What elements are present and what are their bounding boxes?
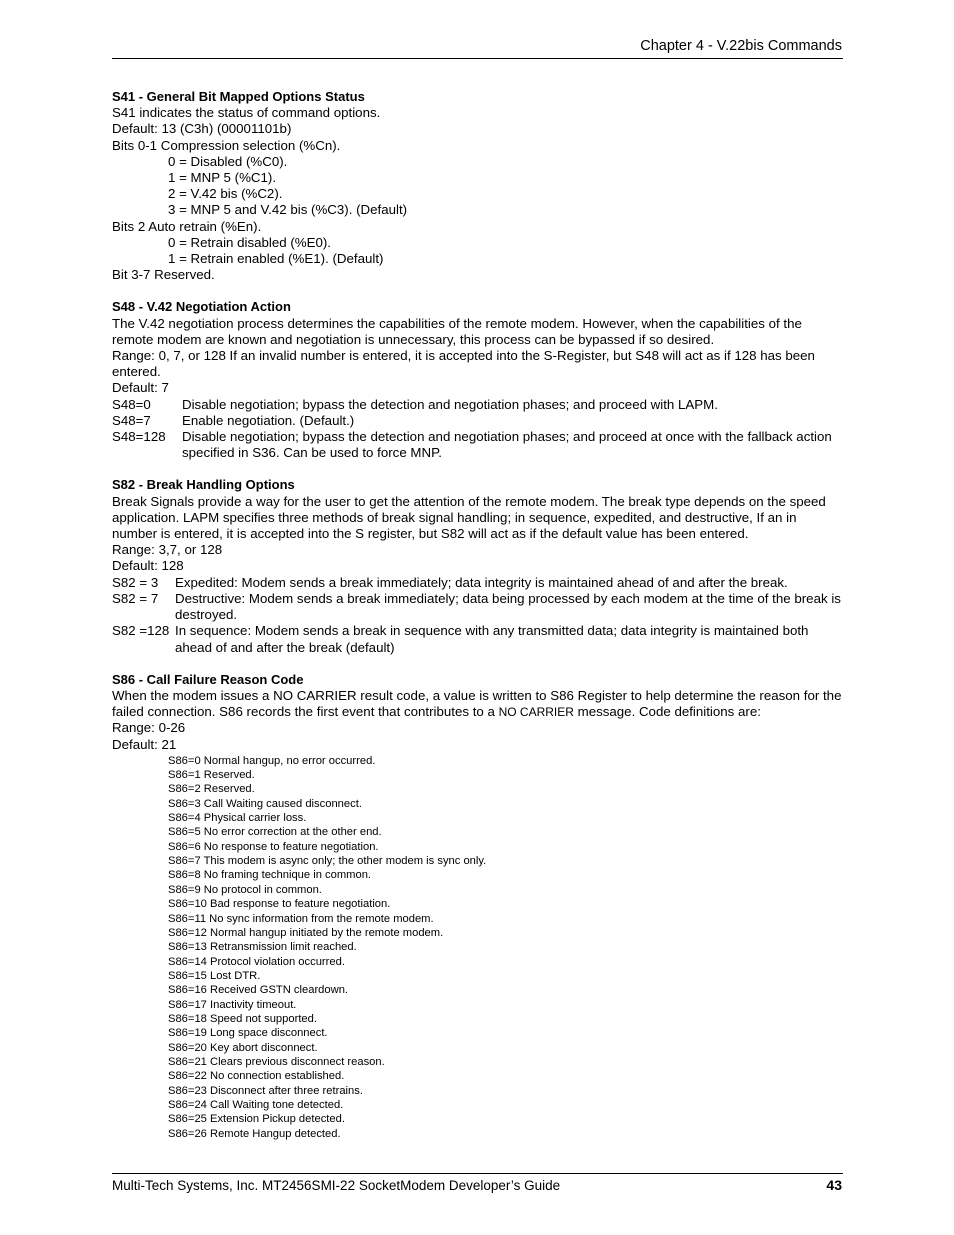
value-desc: Destructive: Modem sends a break immediately; data being processed by each modem at the time of the break is destroyed. [175, 590, 841, 623]
value-desc: Enable negotiation. (Default.) [182, 412, 355, 428]
value-key: S48=7 [112, 412, 151, 428]
code-item: S86=3 Call Waiting caused disconnect. [168, 797, 362, 810]
list-item: 1 = MNP 5 (%C1). [168, 170, 277, 186]
list-item: 2 = V.42 bis (%C2). [168, 186, 283, 202]
intro-text: message. Code definitions are: [573, 704, 761, 720]
section-s41 [112, 89, 843, 283]
value-row [112, 623, 843, 655]
list-item: 3 = MNP 5 and V.42 bis (%C3). (Default) [168, 202, 408, 218]
code-item: S86=21 Clears previous disconnect reason. [168, 1055, 385, 1068]
section-title-s82: S82 - Break Handling Options [112, 477, 295, 493]
default-text: Default: 21 [112, 736, 177, 752]
code-list [168, 754, 843, 1141]
code-item: S86=0 Normal hangup, no error occurred. [168, 754, 376, 767]
page-content [112, 89, 843, 1157]
range-text: Range: 3,7, or 128 [112, 542, 223, 558]
code-item: S86=14 Protocol violation occurred. [168, 955, 345, 968]
paragraph [112, 688, 843, 720]
text-line: Bits 2 Auto retrain (%En). [112, 218, 262, 234]
list-item: 1 = Retrain enabled (%E1). (Default) [168, 251, 384, 267]
value-desc: Expedited: Modem sends a break immediately; data integrity is maintained ahead of and after the break. [175, 574, 788, 590]
value-key: S82 = 3 [112, 574, 159, 590]
code-item: S86=23 Disconnect after three retrains. [168, 1084, 363, 1097]
text-line: Default: 13 (C3h) (00001101b) [112, 121, 292, 137]
value-row [112, 575, 843, 591]
value-key: S82 =128 [112, 623, 170, 639]
value-desc: Disable negotiation; bypass the detection and negotiation phases; and proceed at once with the fallback action specified in S36. Can be used to force MNP. [182, 429, 832, 461]
list-item: 0 = Disabled (%C0). [168, 153, 288, 169]
section-title-s86: S86 - Call Failure Reason Code [112, 671, 304, 687]
code-item: S86=9 No protocol in common. [168, 883, 322, 896]
section-s48 [112, 299, 843, 461]
default-text: Default: 7 [112, 380, 169, 396]
chapter-header: Chapter 4 - V.22bis Commands [640, 38, 842, 54]
code-item: S86=12 Normal hangup initiated by the remote modem. [168, 926, 444, 939]
code-item: S86=6 No response to feature negotiation. [168, 840, 379, 853]
no-carrier-text: NO CARRIER [498, 705, 574, 720]
code-item: S86=19 Long space disconnect. [168, 1027, 328, 1040]
value-row [112, 397, 843, 413]
code-item: S86=24 Call Waiting tone detected. [168, 1098, 344, 1111]
code-item: S86=17 Inactivity timeout. [168, 998, 297, 1011]
section-title-s41: S41 - General Bit Mapped Options Status [112, 89, 365, 104]
code-item: S86=7 This modem is async only; the other modem is sync only. [168, 855, 487, 868]
value-row [112, 591, 843, 623]
paragraph: Break Signals provide a way for the user to get the attention of the remote modem. The break type depends on the speed application. LAPM specifies three methods of break signal handling; in sequence, expedited, and destructive, If an in number is entered, it is accepted into the S register, but S82 will act as if the default value has been entered. [112, 493, 826, 542]
code-item: S86=18 Speed not supported. [168, 1012, 317, 1025]
range-text: Range: 0, 7, or 128 If an invalid number is entered, it is accepted into the S-Register, but S48 will act as if 128 has been entered. [112, 348, 815, 380]
intro-text: When the modem issues a NO CARRIER result code, a value is written to S86 Register to help determine the reason for the failed connection. S86 records the first event that contributes to a [112, 687, 842, 720]
paragraph: The V.42 negotiation process determines the capabilities of the remote modem. However, when the capabilities of the remote modem are known and negotiation is unnecessary, this process can be bypassed if so desired. [112, 315, 802, 347]
code-item: S86=4 Physical carrier loss. [168, 812, 307, 825]
code-item: S86=26 Remote Hangup detected. [168, 1127, 341, 1140]
text-line: Bit 3-7 Reserved. [112, 267, 215, 283]
code-item: S86=11 No sync information from the remote modem. [168, 912, 434, 925]
value-key: S48=128 [112, 429, 166, 445]
code-item: S86=1 Reserved. [168, 769, 255, 782]
footer-rule [112, 1173, 843, 1174]
header-rule [112, 58, 843, 59]
code-item: S86=20 Key abort disconnect. [168, 1041, 318, 1054]
code-item: S86=8 No framing technique in common. [168, 869, 372, 882]
code-item: S86=5 No error correction at the other end. [168, 826, 382, 839]
range-text: Range: 0-26 [112, 720, 186, 736]
code-item: S86=15 Lost DTR. [168, 969, 261, 982]
page-number: 43 [826, 1177, 842, 1193]
footer-title: Multi-Tech Systems, Inc. MT2456SMI-22 SocketModem Developer’s Guide [112, 1178, 561, 1193]
value-desc: In sequence: Modem sends a break in sequence with any transmitted data; data integrity is maintained both ahead of and after the break (default) [175, 623, 809, 655]
value-desc: Disable negotiation; bypass the detection and negotiation phases; and proceed with LAPM. [182, 396, 718, 412]
value-key: S48=0 [112, 396, 151, 412]
default-text: Default: 128 [112, 558, 184, 574]
code-item: S86=22 No connection established. [168, 1070, 345, 1083]
text-line: Bits 0-1 Compression selection (%Cn). [112, 137, 341, 153]
text-line: S41 indicates the status of command options. [112, 105, 381, 121]
code-item: S86=10 Bad response to feature negotiation. [168, 898, 391, 911]
list-item: 0 = Retrain disabled (%E0). [168, 234, 331, 250]
value-key: S82 = 7 [112, 590, 159, 606]
value-row [112, 429, 843, 461]
code-item: S86=13 Retransmission limit reached. [168, 941, 357, 954]
code-item: S86=25 Extension Pickup detected. [168, 1113, 345, 1126]
code-item: S86=16 Received GSTN cleardown. [168, 984, 349, 997]
value-row [112, 413, 843, 429]
section-s86 [112, 672, 843, 1141]
section-title-s48: S48 - V.42 Negotiation Action [112, 299, 291, 315]
code-item: S86=2 Reserved. [168, 783, 255, 796]
section-s82 [112, 477, 843, 655]
